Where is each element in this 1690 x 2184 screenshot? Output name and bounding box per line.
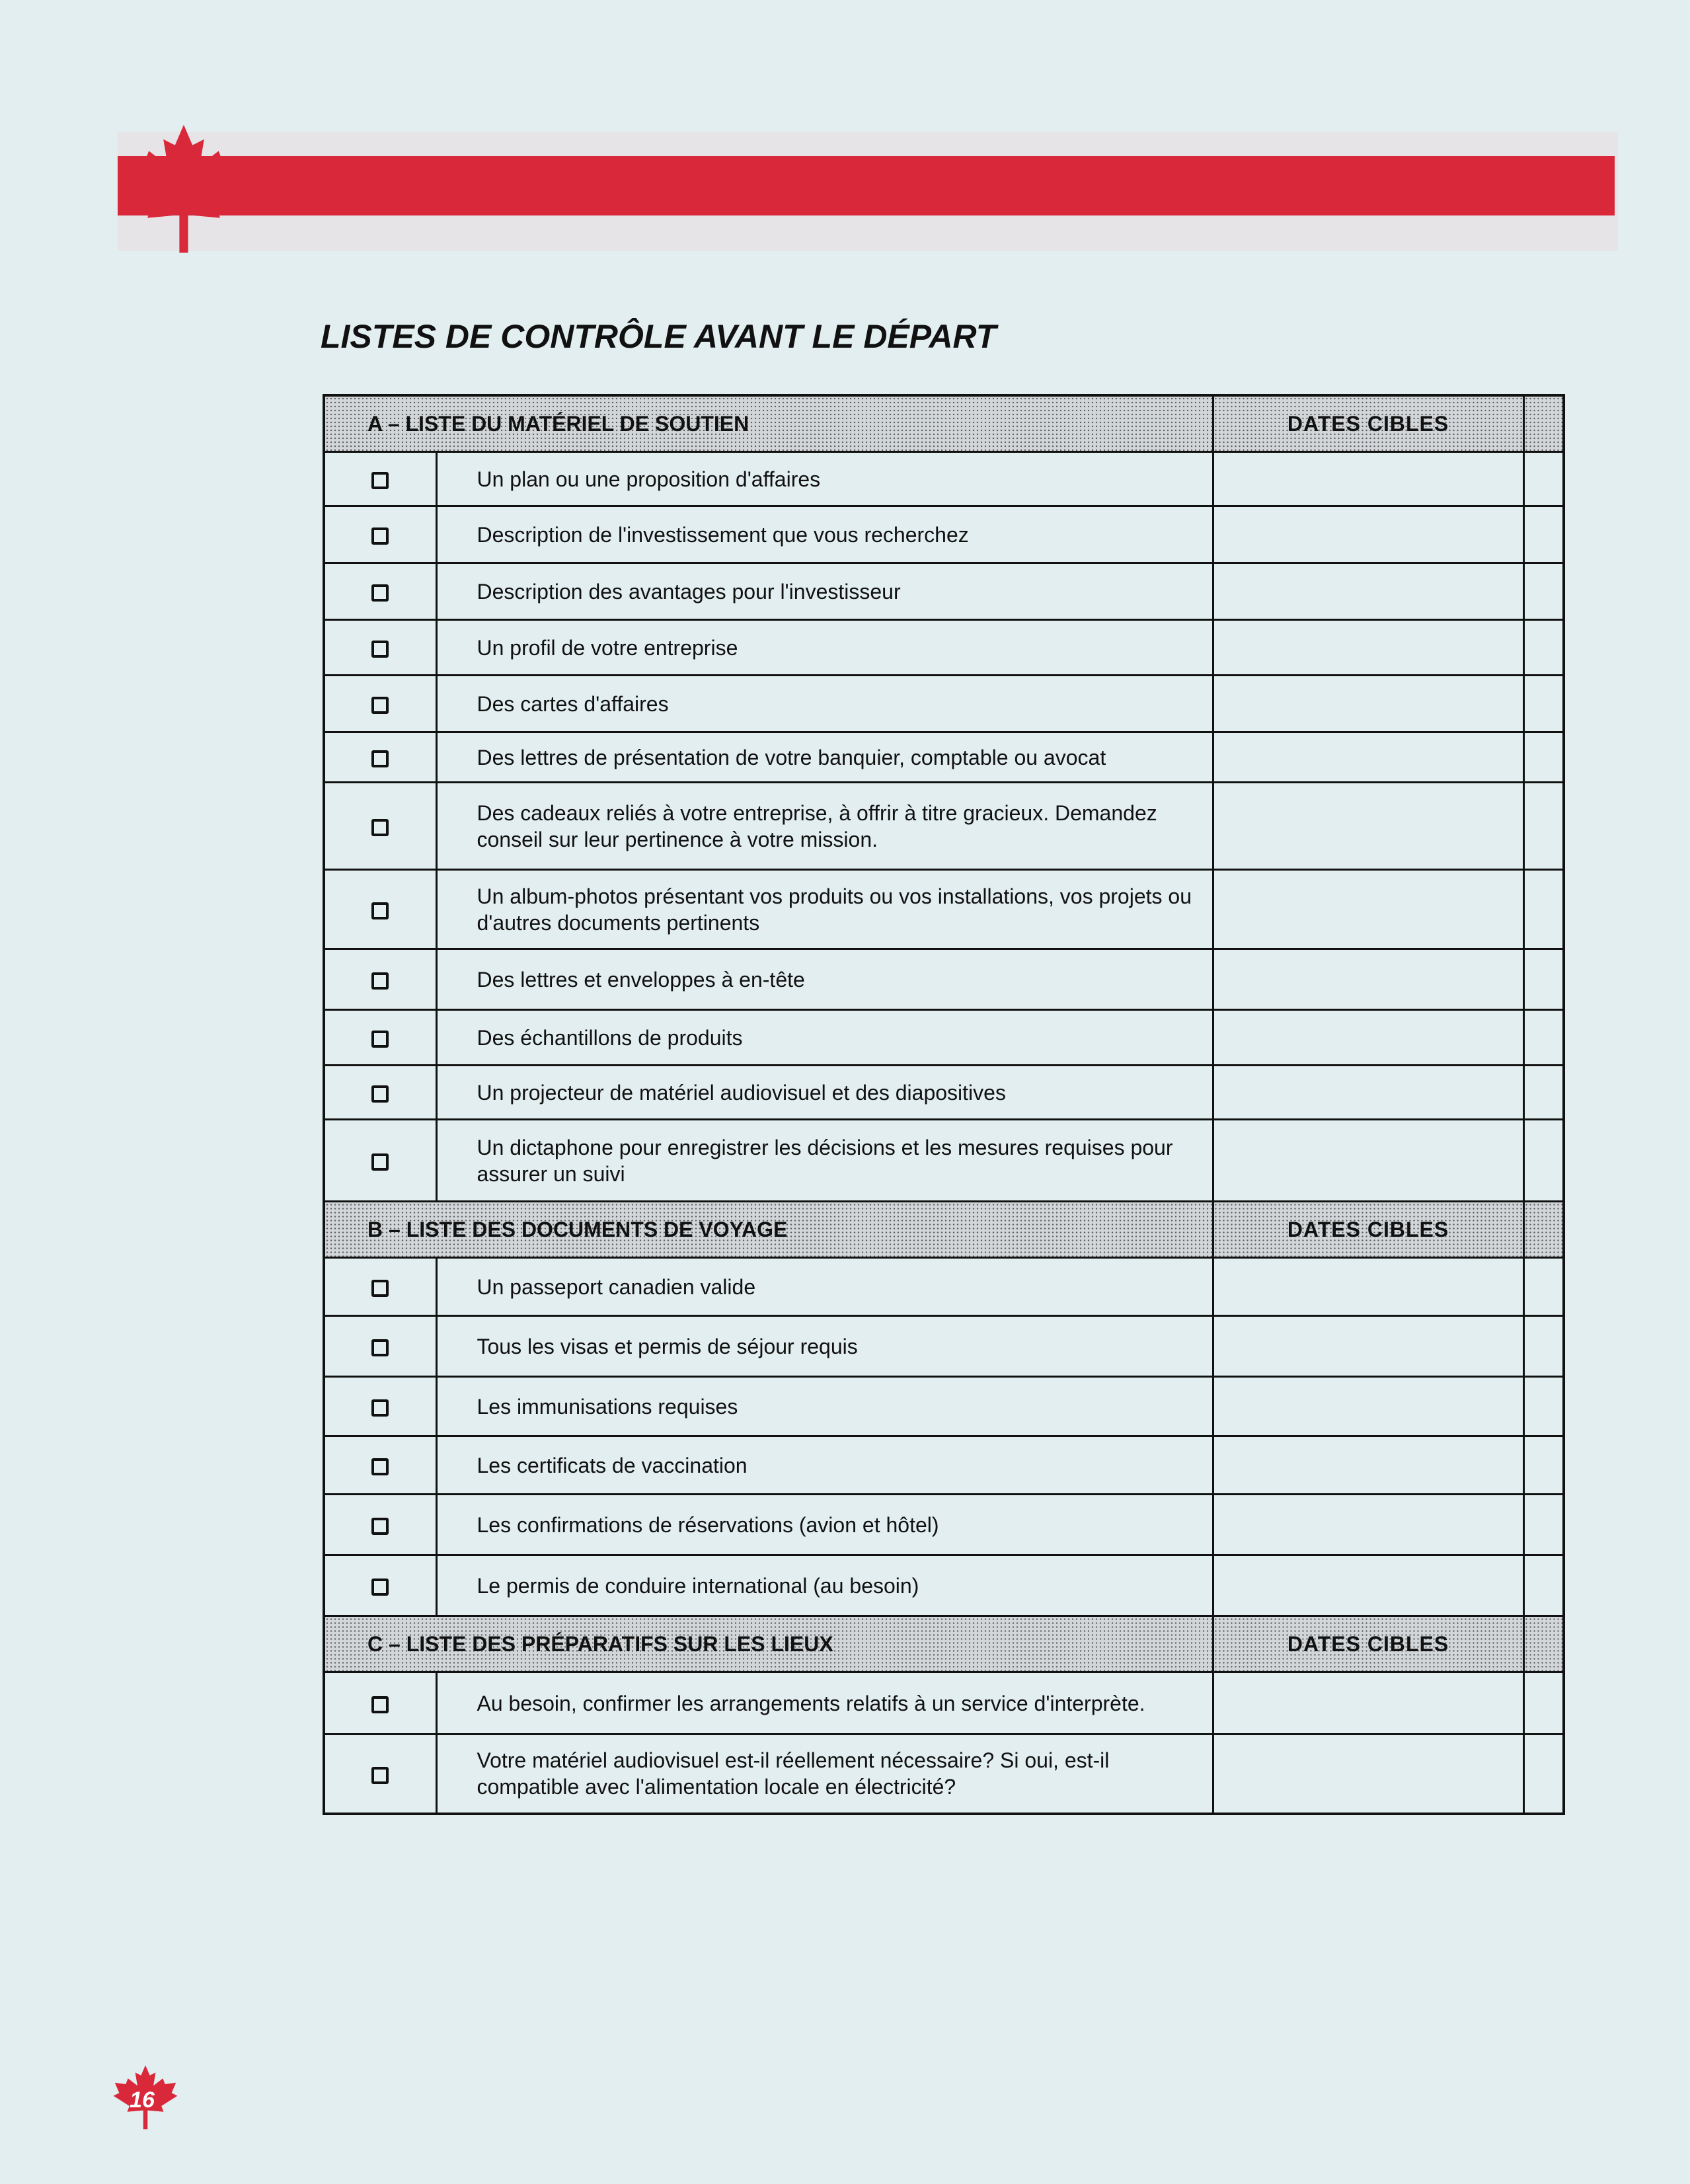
checklist-item-label: Des échantillons de produits	[436, 1010, 1213, 1066]
checkbox-icon[interactable]	[371, 697, 389, 714]
extra-column-cell	[1523, 1555, 1564, 1616]
checklist-row	[324, 1377, 1564, 1436]
section-header-row	[324, 1616, 1564, 1672]
checklist-item-label: Des lettres de présentation de votre banquier, comptable ou avocat	[436, 732, 1213, 783]
checklist-row	[324, 452, 1564, 506]
checkbox-cell	[324, 676, 436, 732]
checklist-item-label: Des cadeaux reliés à votre entreprise, à offrir à titre gracieux. Demandez conseil sur leur pertinence à votre mission.	[436, 783, 1213, 870]
checkbox-cell	[324, 563, 436, 620]
checklist-item-label: Description de l'investissement que vous recherchez	[436, 506, 1213, 563]
checklist-row	[324, 783, 1564, 870]
checkbox-icon[interactable]	[371, 472, 389, 489]
checklist-row	[324, 1316, 1564, 1377]
checkbox-cell	[324, 949, 436, 1010]
checklist-item-label: Un plan ou une proposition d'affaires	[436, 452, 1213, 506]
checklist-item-label: Les certificats de vaccination	[436, 1436, 1213, 1495]
checkbox-icon[interactable]	[371, 1399, 389, 1417]
dates-cibles-header: DATES CIBLES	[1213, 1202, 1523, 1258]
checklist-row	[324, 1672, 1564, 1735]
checklist-item-label: Le permis de conduire international (au besoin)	[436, 1555, 1213, 1616]
checklist-item-label: Les immunisations requises	[436, 1377, 1213, 1436]
section-title: C – LISTE DES PRÉPARATIFS SUR LES LIEUX	[324, 1616, 1213, 1672]
extra-column-cell	[1523, 1066, 1564, 1120]
checklist-item-label: Un dictaphone pour enregistrer les décisions et les mesures requises pour assurer un suivi	[436, 1120, 1213, 1202]
extra-column-cell	[1523, 563, 1564, 620]
checklist-item-label: Les confirmations de réservations (avion et hôtel)	[436, 1495, 1213, 1555]
checkbox-icon[interactable]	[371, 750, 389, 767]
checkbox-cell	[324, 1555, 436, 1616]
checkbox-cell	[324, 1436, 436, 1495]
target-date-cell[interactable]	[1213, 732, 1523, 783]
target-date-cell[interactable]	[1213, 1735, 1523, 1814]
extra-column-cell	[1523, 1616, 1564, 1672]
checklist-row	[324, 506, 1564, 563]
page-number: 16	[130, 2087, 155, 2113]
checkbox-icon[interactable]	[371, 1767, 389, 1784]
checklist-row	[324, 1066, 1564, 1120]
extra-column-cell	[1523, 395, 1564, 452]
checkbox-cell	[324, 620, 436, 676]
extra-column-cell	[1523, 452, 1564, 506]
checklist-row	[324, 1010, 1564, 1066]
checklist-item-label: Un profil de votre entreprise	[436, 620, 1213, 676]
target-date-cell[interactable]	[1213, 1120, 1523, 1202]
checklist-row	[324, 1436, 1564, 1495]
target-date-cell[interactable]	[1213, 1495, 1523, 1555]
checkbox-icon[interactable]	[371, 972, 389, 990]
extra-column-cell	[1523, 1672, 1564, 1735]
checkbox-icon[interactable]	[371, 1339, 389, 1356]
target-date-cell[interactable]	[1213, 506, 1523, 563]
checkbox-cell	[324, 1316, 436, 1377]
checkbox-cell	[324, 452, 436, 506]
checkbox-icon[interactable]	[371, 641, 389, 658]
checklist-row	[324, 1258, 1564, 1316]
checklist-table	[323, 394, 1565, 1815]
target-date-cell[interactable]	[1213, 1066, 1523, 1120]
checkbox-icon[interactable]	[371, 1153, 389, 1171]
extra-column-cell	[1523, 1495, 1564, 1555]
dates-cibles-header: DATES CIBLES	[1213, 1616, 1523, 1672]
extra-column-cell	[1523, 1436, 1564, 1495]
target-date-cell[interactable]	[1213, 563, 1523, 620]
checklist-row	[324, 949, 1564, 1010]
checklist-row	[324, 563, 1564, 620]
target-date-cell[interactable]	[1213, 1672, 1523, 1735]
extra-column-cell	[1523, 783, 1564, 870]
checkbox-cell	[324, 732, 436, 783]
checkbox-icon[interactable]	[371, 1458, 389, 1475]
checklist-item-label: Tous les visas et permis de séjour requis	[436, 1316, 1213, 1377]
extra-column-cell	[1523, 1735, 1564, 1814]
extra-column-cell	[1523, 870, 1564, 949]
extra-column-cell	[1523, 949, 1564, 1010]
checkbox-cell	[324, 1377, 436, 1436]
checkbox-icon[interactable]	[371, 902, 389, 919]
target-date-cell[interactable]	[1213, 1316, 1523, 1377]
dates-cibles-header: DATES CIBLES	[1213, 395, 1523, 452]
extra-column-cell	[1523, 732, 1564, 783]
checkbox-cell	[324, 1672, 436, 1735]
target-date-cell[interactable]	[1213, 1555, 1523, 1616]
extra-column-cell	[1523, 620, 1564, 676]
target-date-cell[interactable]	[1213, 1258, 1523, 1316]
checklist-row	[324, 870, 1564, 949]
checklist-row	[324, 1495, 1564, 1555]
target-date-cell[interactable]	[1213, 620, 1523, 676]
checklist-row	[324, 732, 1564, 783]
checkbox-cell	[324, 1010, 436, 1066]
checklist-row	[324, 620, 1564, 676]
checklist-item-label: Description des avantages pour l'investisseur	[436, 563, 1213, 620]
section-title: B – LISTE DES DOCUMENTS DE VOYAGE	[324, 1202, 1213, 1258]
checkbox-cell	[324, 870, 436, 949]
checkbox-cell	[324, 506, 436, 563]
target-date-cell[interactable]	[1213, 783, 1523, 870]
checkbox-icon[interactable]	[371, 1579, 389, 1596]
checklist-item-label: Un album-photos présentant vos produits ou vos installations, vos projets ou d'autres documents pertinents	[436, 870, 1213, 949]
maple-leaf-icon	[111, 119, 256, 264]
header-red-band	[118, 156, 1615, 215]
checkbox-cell	[324, 1735, 436, 1814]
checklist-row	[324, 676, 1564, 732]
checkbox-cell	[324, 783, 436, 870]
target-date-cell[interactable]	[1213, 1377, 1523, 1436]
checklist-item-label: Votre matériel audiovisuel est-il réellement nécessaire? Si oui, est-il compatible avec l'alimentation locale en électricité?	[436, 1735, 1213, 1814]
extra-column-cell	[1523, 1120, 1564, 1202]
checklist-item-label: Un projecteur de matériel audiovisuel et des diapositives	[436, 1066, 1213, 1120]
checkbox-icon[interactable]	[371, 1696, 389, 1713]
checkbox-icon[interactable]	[371, 1280, 389, 1297]
target-date-cell[interactable]	[1213, 1436, 1523, 1495]
checklist-item-label: Des cartes d'affaires	[436, 676, 1213, 732]
checkbox-cell	[324, 1120, 436, 1202]
extra-column-cell	[1523, 506, 1564, 563]
checkbox-icon[interactable]	[371, 1085, 389, 1103]
page-title: LISTES DE CONTRÔLE AVANT LE DÉPART	[321, 318, 997, 355]
checkbox-icon[interactable]	[371, 819, 389, 836]
checkbox-icon[interactable]	[371, 1031, 389, 1048]
checkbox-icon[interactable]	[371, 1518, 389, 1535]
section-title: A – LISTE DU MATÉRIEL DE SOUTIEN	[324, 395, 1213, 452]
checkbox-cell	[324, 1066, 436, 1120]
checklist-item-label: Un passeport canadien valide	[436, 1258, 1213, 1316]
checkbox-icon[interactable]	[371, 527, 389, 545]
checklist-row	[324, 1120, 1564, 1202]
checkbox-cell	[324, 1495, 436, 1555]
checklist-item-label: Des lettres et enveloppes à en-tête	[436, 949, 1213, 1010]
checkbox-icon[interactable]	[371, 584, 389, 602]
extra-column-cell	[1523, 676, 1564, 732]
section-header-row	[324, 395, 1564, 452]
target-date-cell[interactable]	[1213, 1010, 1523, 1066]
target-date-cell[interactable]	[1213, 676, 1523, 732]
checklist-row	[324, 1555, 1564, 1616]
target-date-cell[interactable]	[1213, 452, 1523, 506]
checklist-item-label: Au besoin, confirmer les arrangements relatifs à un service d'interprète.	[436, 1672, 1213, 1735]
extra-column-cell	[1523, 1202, 1564, 1258]
target-date-cell[interactable]	[1213, 949, 1523, 1010]
checkbox-cell	[324, 1258, 436, 1316]
extra-column-cell	[1523, 1316, 1564, 1377]
extra-column-cell	[1523, 1010, 1564, 1066]
target-date-cell[interactable]	[1213, 870, 1523, 949]
extra-column-cell	[1523, 1377, 1564, 1436]
extra-column-cell	[1523, 1258, 1564, 1316]
section-header-row	[324, 1202, 1564, 1258]
checklist-row	[324, 1735, 1564, 1814]
